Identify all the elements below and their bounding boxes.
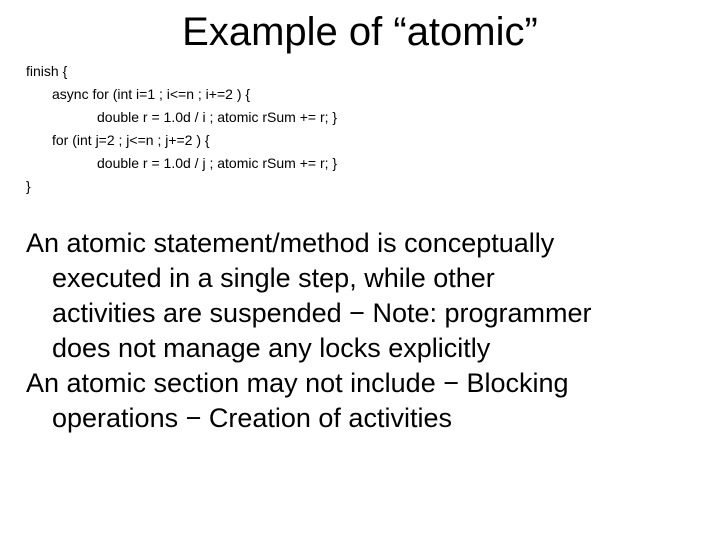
body-line: operations − Creation of activities: [52, 403, 452, 433]
body-text: [26, 226, 706, 436]
code-example: [26, 60, 706, 198]
code-line: finish {: [26, 63, 68, 79]
body-line: executed in a single step, while other: [52, 263, 495, 293]
code-line: double r = 1.0d / j ; atomic rSum += r; }: [97, 155, 338, 171]
code-line: for (int j=2 ; j<=n ; j+=2 ) {: [52, 132, 210, 148]
code-line: }: [26, 178, 31, 194]
body-line: activities are suspended − Note: programmer: [52, 298, 592, 328]
code-line: double r = 1.0d / i ; atomic rSum += r; }: [97, 109, 338, 125]
body-line: An atomic statement/method is conceptually: [26, 228, 555, 258]
code-line: async for (int i=1 ; i<=n ; i+=2 ) {: [52, 86, 251, 102]
slide-title: Example of “atomic”: [182, 10, 538, 54]
body-line: An atomic section may not include − Blocking: [26, 368, 569, 398]
body-line: does not manage any locks explicitly: [52, 333, 491, 363]
